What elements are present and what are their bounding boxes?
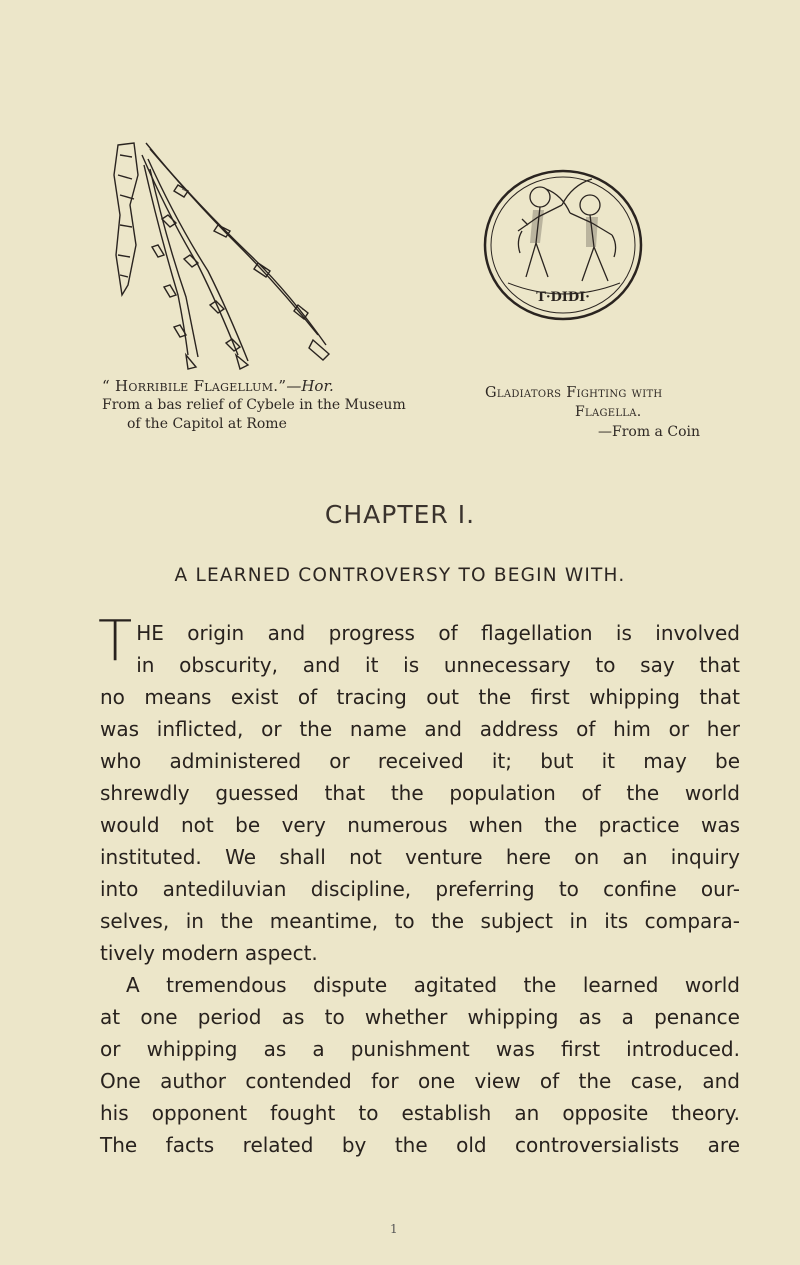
left-figure-caption-title [102, 377, 334, 395]
body-line: was inflicted, or the name and address of him or her [100, 717, 740, 741]
body-line: in obscurity, and it is unnecessary to say that [136, 653, 740, 677]
body-line: no means exist of tracing out the first whipping that [100, 685, 740, 709]
left-figure-caption-line3: of the Capitol at Rome [127, 416, 287, 432]
caption-title-text: “ Horribile Flagellum.” [102, 377, 287, 395]
right-figure-caption-line2: Flagella. [575, 404, 642, 420]
body-text [98, 609, 740, 1161]
body-line: selves, in the meantime, to the subject in its compara- [100, 909, 740, 933]
body-line: A tremendous dispute agitated the learned world [126, 973, 740, 997]
body-line: shrewdly guessed that the population of the world [100, 781, 740, 805]
body-line: instituted. We shall not venture here on an inquiry [100, 845, 740, 869]
gladiator-coin-illustration [478, 165, 648, 325]
right-figure-caption-line1: Gladiators Fighting with [485, 385, 663, 401]
body-line: would not be very numerous when the practice was [100, 813, 740, 837]
body-line: The facts related by the old controversialists are [100, 1133, 740, 1157]
body-line: One author contended for one view of the case, and [100, 1069, 740, 1093]
drop-cap: T [98, 609, 133, 674]
caption-author: —Hor. [286, 377, 334, 395]
coin-inscription: T·DIDI· [536, 290, 590, 305]
body-line: into antediluvian discipline, preferring to confine our- [100, 877, 740, 901]
body-line: or whipping as a punishment was first introduced. [100, 1037, 740, 1061]
body-line: HE origin and progress of flagellation is involved [136, 621, 740, 645]
page-number: 1 [390, 1222, 398, 1236]
left-figure-caption-line2: From a bas relief of Cybele in the Museum [102, 397, 406, 413]
chapter-subtitle: A LEARNED CONTROVERSY TO BEGIN WITH. [174, 565, 626, 586]
body-line: his opponent fought to establish an opposite theory. [100, 1101, 740, 1125]
chapter-title: CHAPTER I. [324, 500, 476, 529]
body-line: who administered or received it; but it may be [100, 749, 740, 773]
right-figure-caption-line3: —From a Coin [598, 424, 700, 440]
flagellum-relief-illustration [108, 135, 340, 375]
body-line: tively modern aspect. [100, 941, 318, 965]
body-line: at one period as to whether whipping as a penance [100, 1005, 740, 1029]
